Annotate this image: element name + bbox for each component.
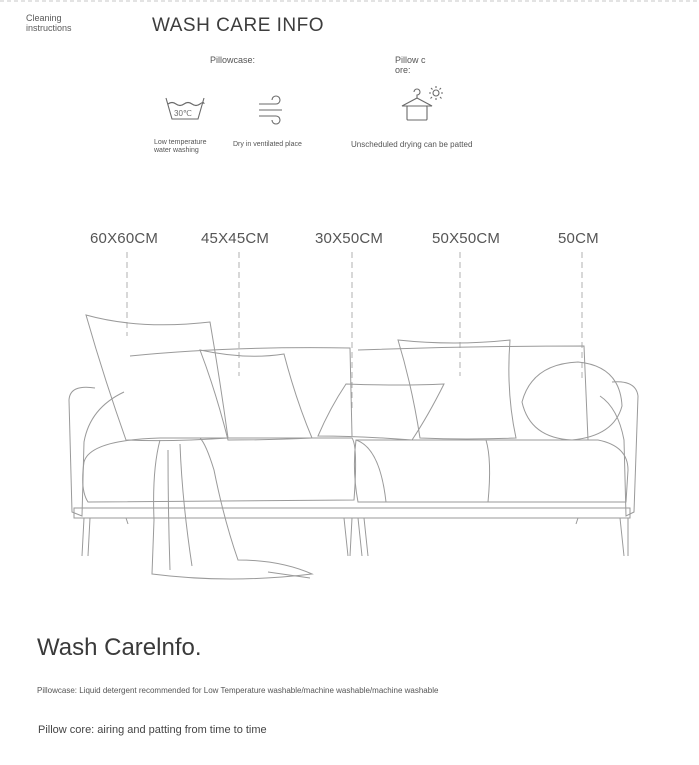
sofa-base (74, 508, 630, 518)
size-label-2: 45X45CM (201, 230, 270, 247)
low-temp-caption-line1: Low temperature (154, 139, 207, 146)
sofa-left-arm (69, 387, 124, 516)
pillow-round-50 (522, 362, 622, 440)
wash-care-heading: Wash Carelnfo. (37, 634, 202, 661)
size-label-5: 50CM (558, 230, 599, 247)
size-label-3: 30X50CM (315, 230, 384, 247)
pillowcase-note: Pillowcase: Liquid detergent recommended for Low Temperature washable/machine washable/machine washable (37, 686, 439, 695)
cleaning-instructions-label: Cleaning instructions (26, 13, 72, 33)
pillow-60x60 (86, 315, 228, 441)
page-title: WASH CARE INFO (152, 15, 325, 36)
pillow-core-label: Pillow core: (395, 55, 426, 75)
sofa-backrest (130, 346, 588, 440)
size-label-4: 50X50CM (432, 230, 501, 247)
pillow-30x50 (318, 384, 444, 440)
pillow-core-caption: Unscheduled drying can be patted (351, 140, 473, 149)
size-label-1: 60X60CM (90, 230, 159, 247)
sofa-seat-right (354, 440, 628, 502)
pillowcase-label: Pillowcase: (210, 55, 256, 65)
pillow-core-note: Pillow core: airing and patting from time to time (38, 724, 267, 736)
wash-temp: 30℃ (174, 109, 192, 118)
low-temp-caption-line2: water washing (154, 147, 199, 154)
dry-ventilated-caption: Dry in ventilated place (233, 141, 302, 148)
pillow-50x50 (398, 340, 516, 439)
size-leader-lines (127, 252, 582, 410)
